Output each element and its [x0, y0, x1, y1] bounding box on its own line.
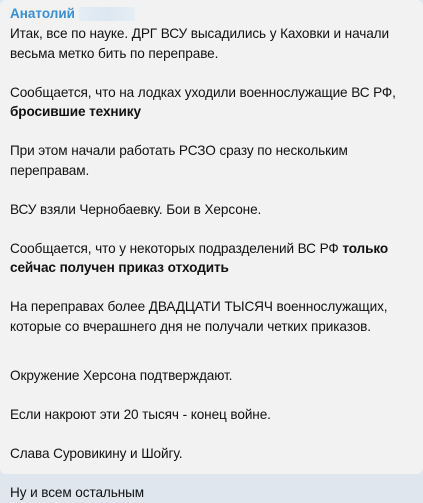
- message-paragraph-2: [10, 83, 413, 122]
- message-paragraph-5: [10, 239, 413, 278]
- sender-name[interactable]: Анатолий: [10, 6, 75, 21]
- message-paragraph-5-bold: только сейчас получен приказ отходить: [10, 240, 389, 275]
- sender-row: [10, 4, 413, 24]
- message-paragraph-3: При этом начали работать РСЗО сразу по нескольким переправам.: [10, 143, 348, 178]
- message-paragraph-1: Итак, все по науке. ДРГ ВСУ высадились у Каховки и начали весьма метко бить по переправе.: [10, 26, 389, 61]
- message-paragraph-9: Слава Суровикину и Шойгу.: [10, 446, 183, 461]
- message-paragraph-8: Если накроют эти 20 тысяч - конец войне.: [10, 407, 271, 422]
- message-paragraph-4: ВСУ взяли Чернобаевку. Бои в Херсоне.: [10, 201, 262, 217]
- message-paragraph-10: Ну и всем остальным: [10, 485, 145, 500]
- message-paragraph-5-text: Сообщается, что у некоторых подразделений ВС РФ: [10, 240, 339, 256]
- message-paragraph-2-bold: бросившие технику: [10, 104, 141, 119]
- message-paragraph-2-text: Сообщается, что на лодках уходили военнослужащие ВС РФ,: [10, 84, 396, 100]
- message-paragraph-6: На переправах более ДВАДЦАТИ ТЫСЯЧ военнослужащих, которые со вчерашнего дня не получали четких приказов.: [10, 299, 388, 334]
- message-paragraph-7: Окружение Херсона подтверждают.: [10, 368, 233, 383]
- message-text: [10, 24, 413, 503]
- sender-name-redaction: [79, 7, 135, 21]
